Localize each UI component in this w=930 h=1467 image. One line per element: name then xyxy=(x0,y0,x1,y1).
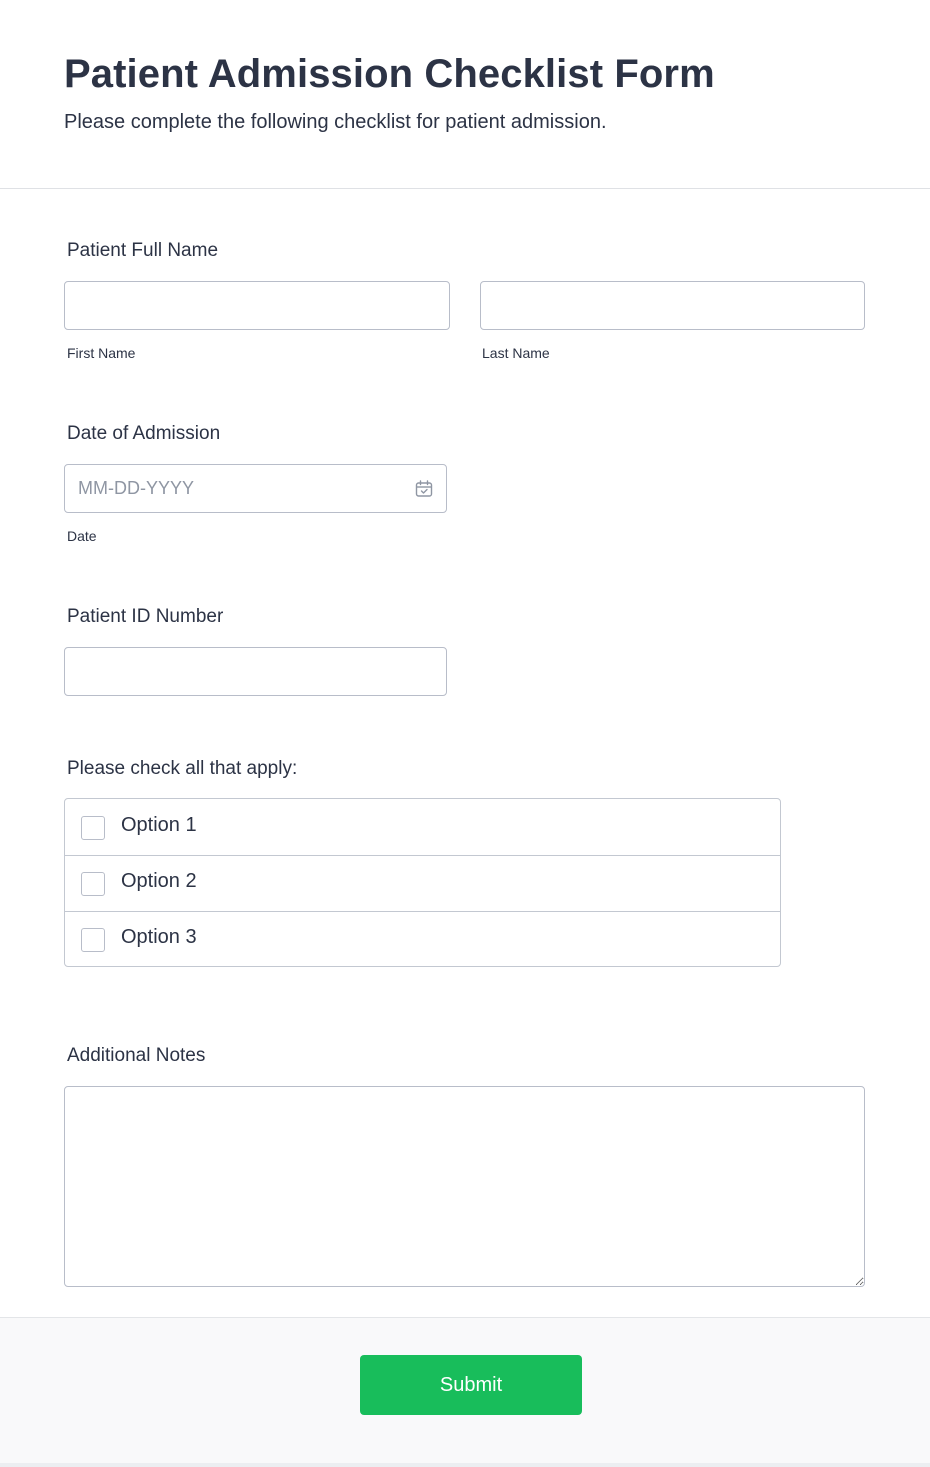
notes-textarea[interactable] xyxy=(64,1086,865,1287)
option-2-label[interactable]: Option 2 xyxy=(121,870,197,892)
calendar-icon[interactable] xyxy=(415,480,433,498)
last-name-input[interactable] xyxy=(480,281,865,330)
checkbox-option-3[interactable] xyxy=(81,928,105,952)
checklist-option-2[interactable] xyxy=(65,855,780,911)
checklist-option-1[interactable] xyxy=(65,799,780,855)
full-name-label: Patient Full Name xyxy=(67,240,219,261)
option-1-label[interactable]: Option 1 xyxy=(121,814,197,836)
page-subtitle: Please complete the following checklist for patient admission. xyxy=(64,111,607,133)
notes-label: Additional Notes xyxy=(67,1045,206,1066)
option-3-label[interactable]: Option 3 xyxy=(121,926,197,948)
checklist-option-3[interactable] xyxy=(65,911,780,967)
patient-id-input[interactable] xyxy=(64,647,447,696)
admission-date-sublabel: Date xyxy=(67,528,97,544)
patient-id-label: Patient ID Number xyxy=(67,606,224,627)
first-name-sublabel: First Name xyxy=(67,345,136,361)
first-name-input[interactable] xyxy=(64,281,450,330)
admission-date-label: Date of Admission xyxy=(67,423,221,444)
admission-date-input[interactable] xyxy=(64,464,447,513)
checkbox-option-2[interactable] xyxy=(81,872,105,896)
submit-button[interactable]: Submit xyxy=(360,1355,582,1415)
checkbox-option-1[interactable] xyxy=(81,816,105,840)
footer-divider xyxy=(0,1463,930,1467)
form-header xyxy=(0,0,930,189)
last-name-sublabel: Last Name xyxy=(482,345,550,361)
checklist-label: Please check all that apply: xyxy=(67,758,298,779)
page-title: Patient Admission Checklist Form xyxy=(64,52,715,96)
checklist-group xyxy=(64,798,781,967)
